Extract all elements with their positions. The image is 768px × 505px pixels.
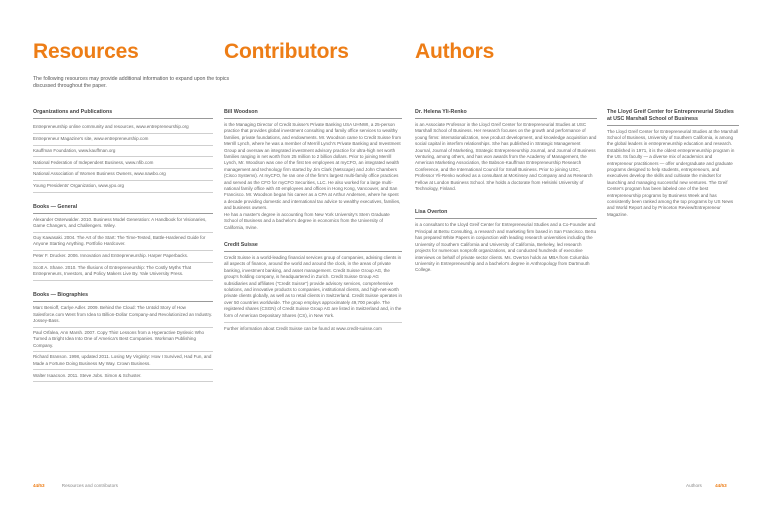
greif-center-description: The Lloyd Greif Center for Entrepreneurial Studies at the Marshall School of Business, University of Southern California, is among the global leaders in entrepreneurship education and research. Established in 1971, it is the oldest entrepreneurship program in the US. Its faculty — a diverse mix of academics and entrepreneur practitioners — offer undergraduate and graduate programs designed to help students, entrepreneurs, and executives develop the skills and cultivate the mindset for launching and managing successful new ventures. The Greif Center's program has been labeled one of the best entrepreneurship programs by Business Week and has consistently been ranked among the top programs by US News and World Report and by Princeton Review/Entrepreneur Magazine. xyxy=(607,128,739,217)
greif-center-column xyxy=(607,109,739,218)
list-item: Guy Kawasaki. 2004. The Art of the Start: The Time-Tested, Battle-Hardened Guide for Anyone Starting Anything. Portfolio Hardcover. xyxy=(33,233,213,251)
list-item: Entrepreneurship online community and resources, www.entrepreneurship.org xyxy=(33,122,213,134)
credit-suisse-title: Credit Suisse xyxy=(224,242,402,252)
footer-right-label: Authors xyxy=(686,483,702,488)
list-item: Richard Branson. 1998, updated 2011. Losing My Virginity: How I Survived, Had Fun, and Made a Fortune Doing Business My Way. Crown Business. xyxy=(33,352,213,370)
footer-right xyxy=(686,483,727,488)
credit-suisse-description: Credit Suisse is a world-leading financial services group of companies, advising clients in all aspects of finance, around the world and around the clock, in the areas of private banking, investment banking, and asset management. Credit Suisse Group AG, the group's holding company, is headquartered in Zurich. Credit Suisse Group AG subsidiaries and affiliates ("Credit Suisse") provide advisory services, comprehensive solutions, and innovative products to companies, institutional clients, and high-net-worth private clients globally, as well as to retail clients in Switzerland. Credit Suisse operates in over 50 countries worldwide. The group employs approximately 49,700 people. The registered shares (CSGN) of Credit Suisse Group AG are listed in Switzerland and, in the form of American Depositary Shares (CS), in New York. xyxy=(224,255,402,323)
list-item: Scott A. Shane. 2010. The Illusions of Entrepreneurship: The Costly Myths That Entrepreneurs, Investors, and Policy Makers Live By. Yale University Press. xyxy=(33,263,213,281)
lisa-overton-bio: is a consultant to the Lloyd Greif Center for Entrepreneurial Studies and a Co-Founder and Principal at BeSu Consulting, a research and marketing firm based in San Francisco. BeSu has prepared White Papers in conjunction with leading research universities including the University of Southern California and University of California, Berkeley, led research projects for numerous nonprofit organizations, and conducted hundreds of executive interviews on behalf of private sector clients. Ms. Overton holds an MBA from Columbia University in Entrepreneurship and a bachelor's degree in Anthropology from Dartmouth College. xyxy=(415,222,597,273)
authors-heading: Authors xyxy=(415,40,495,63)
list-item: Entrepreneur Magazine's site, www.entrepreneurship.com xyxy=(33,134,213,146)
list-item: Alexander Osterwalder. 2010. Business Model Generation: A Handbook for Visionaries, Game Changers, and Challengers. Wiley. xyxy=(33,215,213,233)
list-item: National Association of Women Business Owners, www.nawbo.org xyxy=(33,169,213,181)
page-number-left: 44/53 xyxy=(33,483,45,488)
page-number-right: 44/53 xyxy=(715,483,727,488)
intro-text: The following resources may provide additional information to expand upon the topics discussed throughout the paper. xyxy=(33,76,230,89)
books-bio-title: Books — Biographies xyxy=(33,292,213,302)
books-general-title: Books — General xyxy=(33,204,213,214)
bill-woodson-education: He has a master's degree in accounting from New York University's Stern Graduate School of Business and a bachelor's degree in economics from the University of California, Irvine. xyxy=(224,211,390,230)
resources-heading: Resources xyxy=(33,40,139,63)
credit-suisse-link-text: Further information about Credit Suisse can be found at www.credit-suisse.com xyxy=(224,325,382,331)
lisa-overton-title: Lisa Overton xyxy=(415,209,597,219)
footer-left xyxy=(33,483,118,488)
orgs-title: Organizations and Publications xyxy=(33,109,213,119)
list-item: Kauffman Foundation, www.kauffman.org xyxy=(33,146,213,158)
greif-center-title: The Lloyd Greif Center for Entrepreneurial Studies at USC Marshall School of Business xyxy=(607,109,739,126)
list-item: Paul Orfalea, Ann Marsh. 2007. Copy This! Lessons from a Hyperactive Dyslexic Who Turned a Bright Idea Into One of America's Best Companies. Workman Publishing Company. xyxy=(33,328,213,353)
resources-column xyxy=(33,109,213,382)
helena-yli-renko-bio: is an Associate Professor in the Lloyd Greif Center for Entrepreneurial Studies at USC Marshall School of Business. Her research focuses on the growth and performance of young firms: internationalization, new product development, and knowledge acquisition and social capital in interfirm relationships. She has published in Strategic Management Journal, Journal of Marketing, Strategic Entrepreneurship Journal, and Journal of Business Venturing, among others, and has won awards from the Academy of Management, the American Marketing Association, the Babson-Kauffman Entrepreneurship Research Conference, and the International Council for Small Business. Prior to joining USC, Professor Yli-Renko worked as a consultant at McKinsey and Company and as Research Fellow at London Business School. She holds a doctorate from Helsinki University of Technology, Finland. xyxy=(415,122,597,192)
list-item: Walter Isaacson. 2011. Steve Jobs. Simon & Schuster. xyxy=(33,370,213,382)
list-item: Peter F. Drucker. 2006. Innovation and Entrepreneurship. Harper Paperbacks. xyxy=(33,251,213,263)
bill-woodson-title: Bill Woodson xyxy=(224,109,402,119)
list-item: National Federation of Independent Business, www.nfib.com xyxy=(33,157,213,169)
helena-yli-renko-title: Dr. Helena Yli-Renko xyxy=(415,109,597,119)
list-item: Young Presidents' Organization, www.ypo.org xyxy=(33,181,213,193)
contributors-column xyxy=(224,109,402,332)
authors-column xyxy=(415,109,597,274)
list-item: Marc Benioff, Carlye Adler. 2009. Behind the Cloud: The Untold Story of How Salesforce.com Went from Idea to Billion-Dollar Company-and Revolutionized an Industry. Jossey-Bass. xyxy=(33,303,213,328)
bill-woodson-bio: is the Managing Director of Credit Suisse's Private Banking USA UHNWI, a 25-person practice that provides global investment consulting and family office services to wealthy families, private foundations, and endowments. Mr. Woodson came to Credit Suisse from Merrill Lynch, where he was a member of Merrill Lynch's Private Banking and Investment Group and oversaw an integrated investment advisory practice for ultra-high net worth families ranging in net worth from 25 million to 2 billion dollars. Prior to joining Merrill Lynch, Mr. Woodson was one of the first ten employees at myCFO, an integrated wealth management and technology firm started by Jim Clark (Netscape) and John Chambers (Cisco Systems). At myCFO, he ran one of the firm's largest multi-family office practices and served as the CFO for myCFO Securities, LLC. He also worked for a large multi-national family office with 40 employees and offices in Hong Kong, Vancouver, and San Francisco. Mr. Woodson began his career as a CPA at Arthur Andersen, where he spent a decade providing domestic and international tax advice to wealthy executives, families, and business owners. xyxy=(224,122,402,211)
footer-left-label: Resources and contributors xyxy=(61,483,118,488)
contributors-heading: Contributors xyxy=(224,40,349,63)
